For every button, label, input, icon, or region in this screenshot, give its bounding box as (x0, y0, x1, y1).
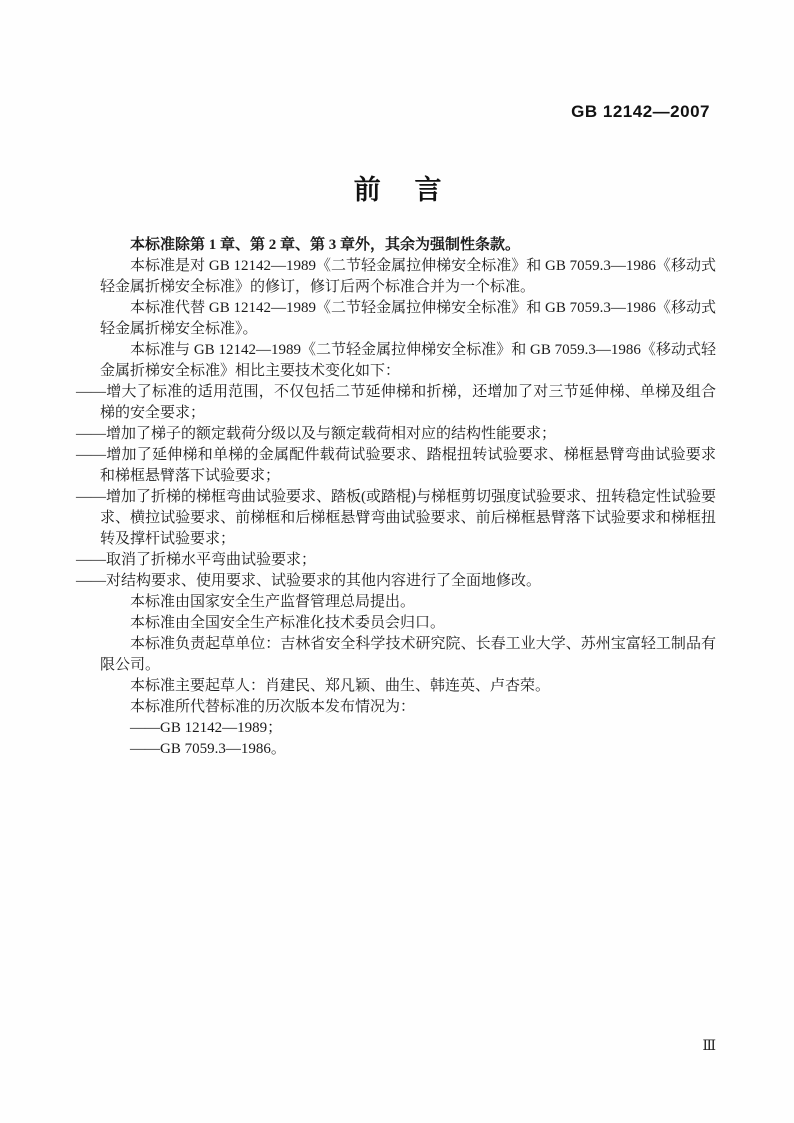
change-item: ——取消了折梯水平弯曲试验要求； (76, 552, 317, 568)
change-item: ——增加了梯子的额定载荷分级以及与额定载荷相对应的结构性能要求； (76, 426, 557, 442)
history-item: ——GB 12142—1989； (130, 720, 283, 736)
paragraph-revision: 本标准是对 GB 12142—1989《二节轻金属拉伸梯安全标准》和 GB 7059.3—1986《移动式轻金属折梯安全标准》的修订，修订后两个标准合并为一个标准。 (100, 258, 716, 295)
paragraph-changes-intro: 本标准与 GB 12142—1989《二节轻金属拉伸梯安全标准》和 GB 7059.3—1986《移动式轻金属折梯安全标准》相比主要技术变化如下： (100, 342, 716, 379)
page-title: 前言 (353, 175, 476, 205)
foreword-body (76, 235, 716, 760)
paragraph-drafters: 本标准主要起草人：肖建民、郑凡颖、曲生、韩连英、卢杏荣。 (130, 678, 551, 694)
history-item: ——GB 7059.3—1986。 (130, 741, 286, 757)
change-item: ——增大了标准的适用范围，不仅包括二节延伸梯和折梯，还增加了对三节延伸梯、单梯及组合梯的安全要求； (76, 384, 716, 421)
paragraph-mandatory-clauses: 本标准除第 1 章、第 2 章、第 3 章外，其余为强制性条款。 (130, 237, 521, 253)
paragraph-proposed-by: 本标准由国家安全生产监督管理总局提出。 (130, 594, 416, 610)
paragraph-history-intro: 本标准所代替标准的历次版本发布情况为： (130, 699, 416, 715)
page-number: Ⅲ (702, 1039, 716, 1054)
standard-number: GB 12142—2007 (571, 102, 710, 121)
change-item: ——增加了折梯的梯框弯曲试验要求、踏板(或踏棍)与梯框剪切强度试验要求、扭转稳定性试验要求、横拉试验要求、前梯框和后梯框悬臂弯曲试验要求、前后梯框悬臂落下试验要求和梯框扭转及撑杆试验要求； (76, 489, 716, 547)
paragraph-drafting-orgs: 本标准负责起草单位：吉林省安全科学技术研究院、长春工业大学、苏州宝富轻工制品有限公司。 (100, 636, 716, 673)
change-item: ——增加了延伸梯和单梯的金属配件载荷试验要求、踏棍扭转试验要求、梯框悬臂弯曲试验要求和梯框悬臂落下试验要求； (76, 447, 716, 484)
paragraph-replaces: 本标准代替 GB 12142—1989《二节轻金属拉伸梯安全标准》和 GB 7059.3—1986《移动式轻金属折梯安全标准》。 (100, 300, 716, 337)
paragraph-centralized-by: 本标准由全国安全生产标准化技术委员会归口。 (130, 615, 446, 631)
change-item: ——对结构要求、使用要求、试验要求的其他内容进行了全面地修改。 (76, 573, 542, 589)
